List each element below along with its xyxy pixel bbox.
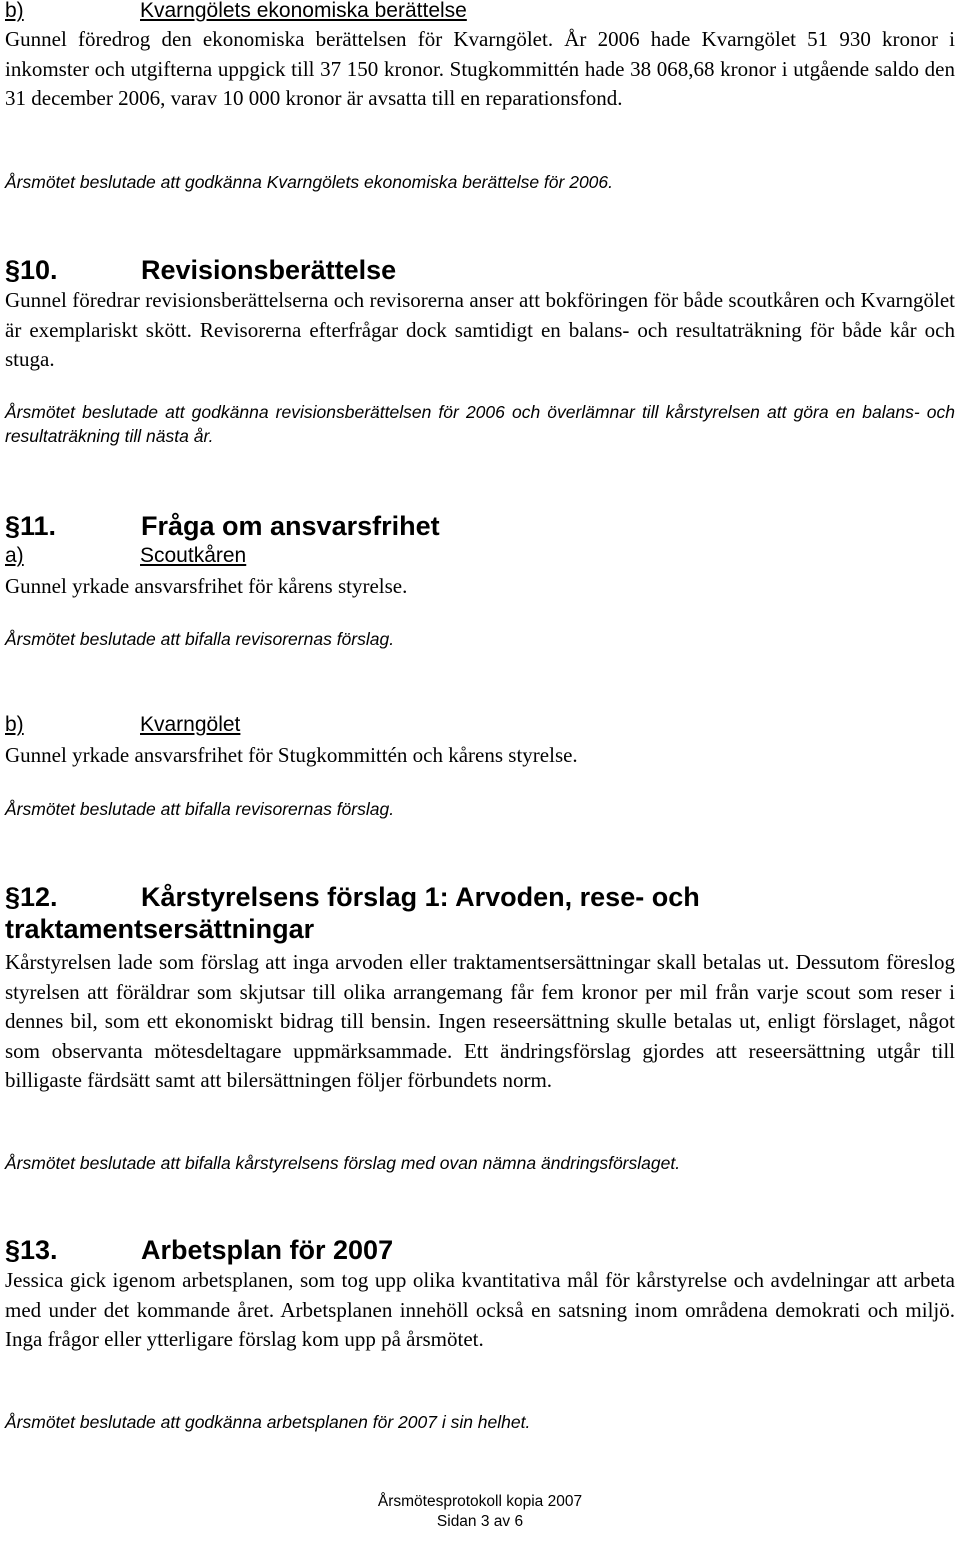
footer-page-number: Sidan 3 av 6	[436, 1513, 524, 1530]
decision-work-plan: Årsmötet beslutade att godkänna arbetsplanen för 2007 i sin helhet.	[5, 1412, 531, 1432]
section-title: Revisionsberättelse	[141, 255, 397, 285]
subsection-title: Scoutkåren	[140, 544, 247, 567]
section-heading-12	[5, 881, 955, 945]
paragraph-work-plan: Jessica gick igenom arbetsplanen, som tog upp olika kvantitativa mål för kårstyrelse och avdelningar att arbeta med under det kommande året. Arbetsplanen innehöll också en satsning inom områdena demokrati och miljö. Inga frågor eller ytterligare förslag kom upp på årsmötet.	[5, 1268, 955, 1351]
subsection-number: a)	[5, 544, 24, 567]
section-number: §11.	[5, 511, 57, 541]
paragraph-discharge-scoutkaren: Gunnel yrkade ansvarsfrihet för kårens styrelse.	[5, 574, 408, 598]
section-heading-11	[5, 510, 955, 542]
decision-discharge-scoutkaren: Årsmötet beslutade att bifalla revisorernas förslag.	[5, 629, 395, 649]
subsection-heading-kvarngolet	[5, 712, 955, 738]
section-heading-10	[5, 254, 955, 286]
section-heading-13	[5, 1234, 955, 1266]
subsection-title: Kvarngölet	[140, 713, 241, 736]
section-number: §12.	[5, 882, 58, 912]
decision-audit-report: Årsmötet beslutade att godkänna revisionsberättelsen för 2006 och överlämnar till kårstyrelsen att göra en balans- och resultaträkning till nästa år.	[5, 402, 955, 446]
decision-board-proposal: Årsmötet beslutade att bifalla kårstyrelsens förslag med ovan nämna ändringsförslaget.	[5, 1153, 681, 1173]
paragraph-economy-report: Gunnel föredrog den ekonomiska berättelsen för Kvarngölet. År 2006 hade Kvarngölet 51 930 kronor i inkomster och utgifterna uppgick till 37 150 kronor. Stugkommittén hade 38 068,68 kronor i utgående saldo den 31 december 2006, varav 10 000 kronor är avsatta till en reparationsfond.	[5, 27, 955, 110]
subsection-heading-kvarngolet-economy	[5, 0, 955, 24]
section-title: Arbetsplan för 2007	[141, 1235, 394, 1265]
section-title: Fråga om ansvarsfrihet	[141, 511, 440, 541]
footer-document-title: Årsmötesprotokoll kopia 2007	[377, 1493, 583, 1510]
decision-economy-report: Årsmötet beslutade att godkänna Kvarngölets ekonomiska berättelse för 2006.	[5, 172, 614, 192]
decision-discharge-kvarngolet: Årsmötet beslutade att bifalla revisorernas förslag.	[5, 799, 395, 819]
paragraph-audit-report: Gunnel föredrar revisionsberättelserna och revisorerna anser att bokföringen för både scoutkåren och Kvarngölet är exemplariskt skött. Revisorerna efterfrågar dock samtidigt en balans- och resultaträkning för både kår och stuga.	[5, 288, 955, 371]
paragraph-board-proposal: Kårstyrelsen lade som förslag att inga arvoden eller traktamentsersättningar skall betalas ut. Dessutom föreslog styrelsen att föräldrar som skjutsar till olika arrangemang får fem kronor per mil från varje scout som reser i dennes bil, som ett ekonomiskt bidrag till bensin. Ingen reseersättning skulle betalas ut, enligt förslaget, något som observanta mötesdeltagare uppmärksammade. Ett ändringsförslag gjordes att reseersättning utgår till billigaste färdsätt samt att bilersättningen följer förbundets norm.	[5, 950, 955, 1092]
paragraph-discharge-kvarngolet: Gunnel yrkade ansvarsfrihet för Stugkommittén och kårens styrelse.	[5, 743, 578, 767]
subsection-number: b)	[5, 713, 24, 736]
subsection-title: Kvarngölets ekonomiska berättelse	[140, 0, 467, 22]
section-title: Kårstyrelsens förslag 1: Arvoden, rese- och traktamentsersättningar	[5, 882, 700, 944]
subsection-number: b)	[5, 0, 24, 22]
section-number: §10.	[5, 255, 58, 285]
subsection-heading-scoutkaren	[5, 543, 955, 569]
section-number: §13.	[5, 1235, 58, 1265]
